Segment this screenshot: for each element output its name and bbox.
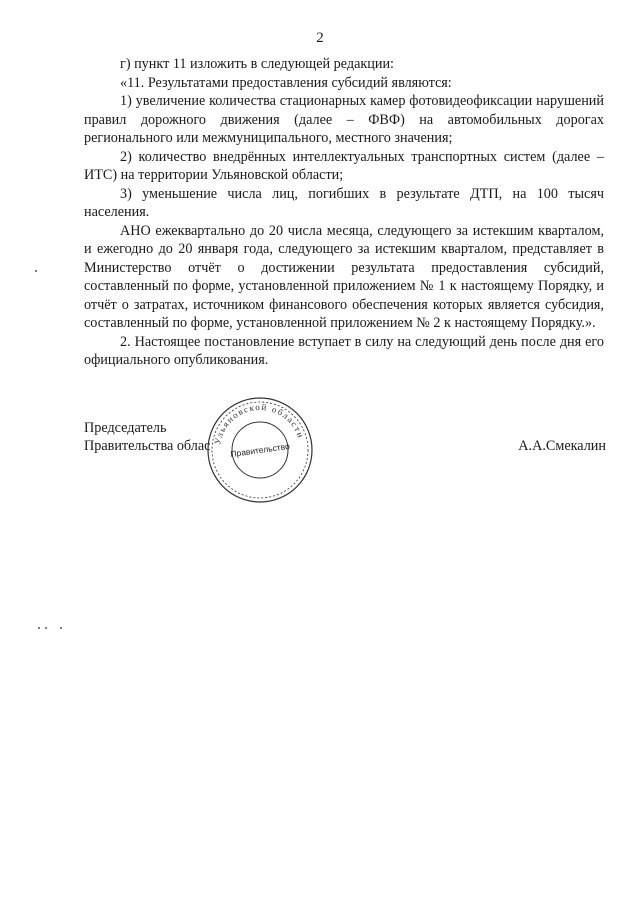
paragraph-result-2: 2) количество внедрённых интеллектуальных транспортных систем (далее – ИТС) на территории Ульяновской области; (84, 148, 604, 183)
seal-center-text: Правительство (229, 440, 291, 460)
official-seal (205, 395, 315, 505)
scan-speck (38, 627, 40, 629)
page-number: 2 (316, 30, 324, 46)
paragraph-result-3: 3) уменьшение числа лиц, погибших в результате ДТП, на 100 тысяч населения. (84, 185, 604, 220)
paragraph-results-heading: «11. Результатами предоставления субсидий являются: (120, 74, 452, 91)
paragraph-effective-date: 2. Настоящее постановление вступает в силу на следующий день после дня его официального опубликования. (84, 333, 604, 368)
paragraph-result-1: 1) увеличение количества стационарных камер фотовидеофиксации нарушений правил дорожного движения (далее – ФВФ) на автомобильных дорогах регионального или межмуниципального, местного значения; (84, 93, 604, 146)
scan-speck (35, 270, 37, 272)
seal-ring-text: Ульяновской области (212, 401, 307, 446)
paragraph-reporting: АНО ежеквартально до 20 числа месяца, следующего за истекшим кварталом, и ежегодно до 20 января года, следующего за истекшим кварталом, представляет в Министерство отчёт о достижении результата предоставления субсидий, составленный по форме, установленной приложением № 1 к настоящему Порядку, и отчёт о затратах, источником финансового обеспечения которых является субсидия, составленный по форме, установленной приложением № 2 к настоящему Порядку.». (84, 222, 604, 331)
scan-speck (45, 627, 47, 629)
scan-speck (60, 627, 62, 629)
paragraph-intro: г) пункт 11 изложить в следующей редакции: (120, 56, 394, 72)
document-body (84, 55, 604, 370)
signatory-title-line2: Правительства облас (84, 438, 211, 454)
signatory-name: А.А.Смекалин (518, 438, 606, 454)
signatory-title-line1: Председатель (84, 420, 167, 436)
